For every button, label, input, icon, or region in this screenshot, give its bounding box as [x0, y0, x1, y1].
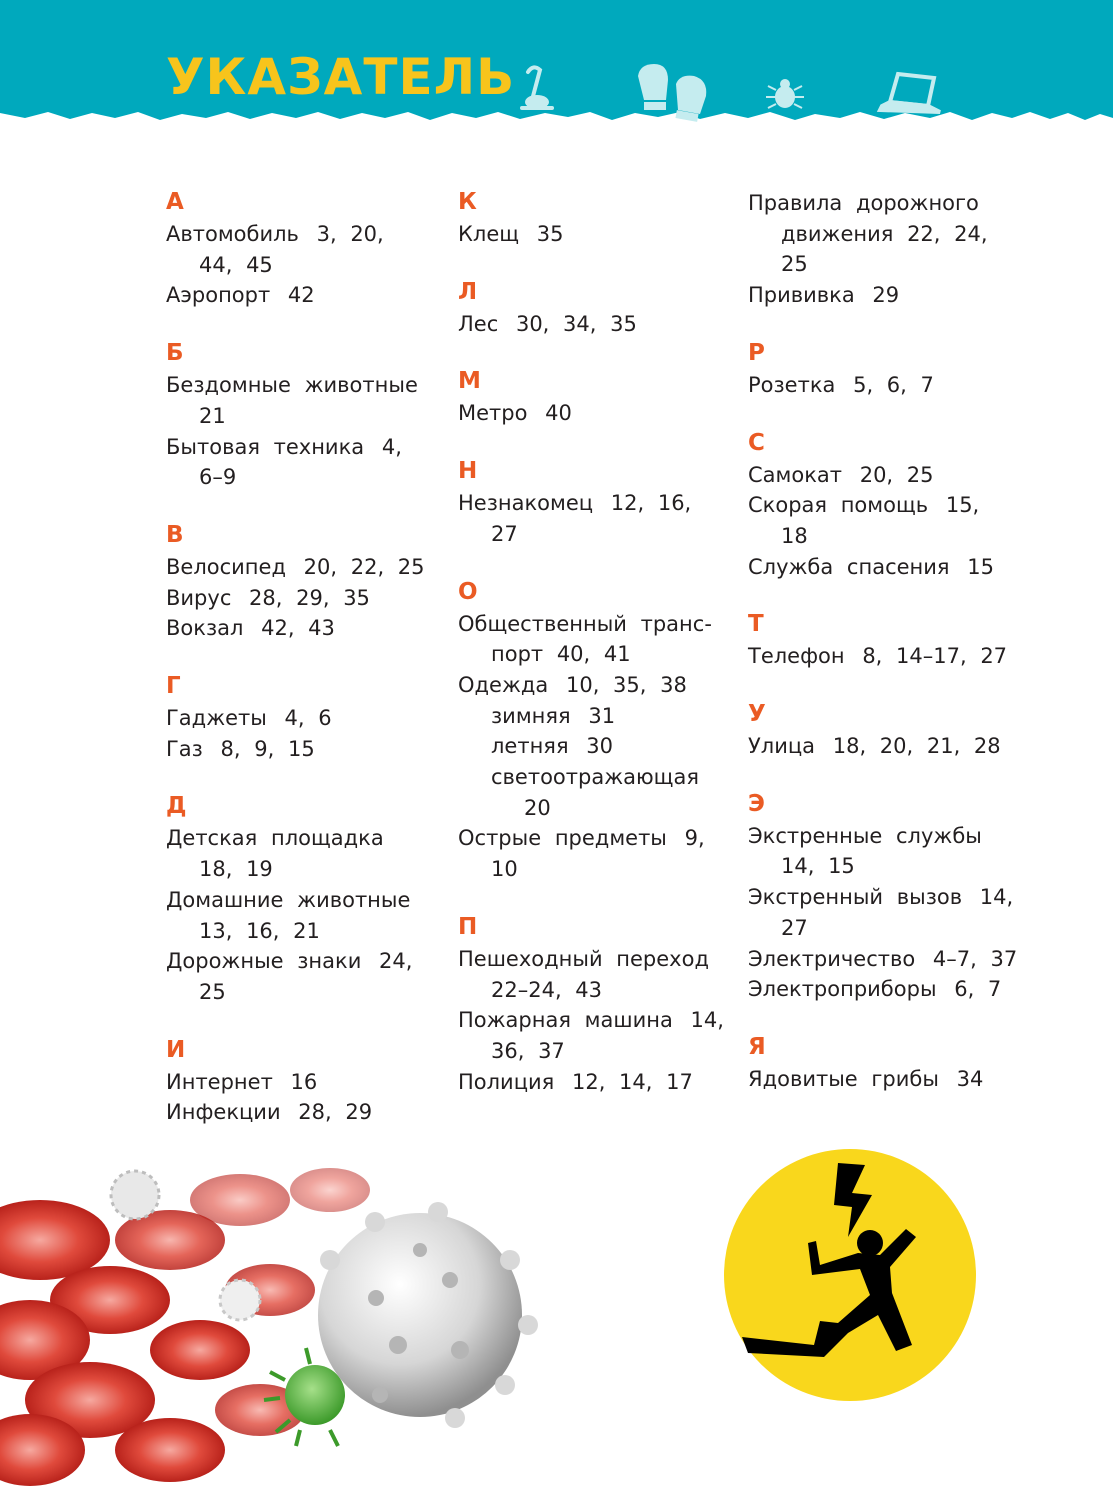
index-letter: И [166, 1036, 186, 1063]
entry-term: Пешеходный переход [458, 946, 709, 971]
index-letter: П [458, 913, 478, 940]
entry-pages: 31 [588, 703, 616, 728]
entry-term: Дорожные знаки [166, 949, 362, 974]
index-letter: Б [166, 340, 184, 367]
entry-pages: 14, [979, 885, 1014, 910]
entry-term: Электроприборы [748, 977, 937, 1002]
entry-pages: 12, 16, [610, 491, 692, 516]
index-letter: К [458, 189, 477, 215]
index-group-n [458, 455, 738, 549]
page-header [0, 0, 1113, 135]
white-blood-cell [318, 1202, 538, 1428]
entry-pages: 5, 6, 7 [853, 372, 934, 397]
index-group-e [748, 788, 1048, 1005]
index-entry [458, 944, 738, 1005]
index-letter: Я [748, 1033, 766, 1060]
index-entry [166, 823, 446, 884]
index-group-a [166, 186, 446, 311]
entry-term: зимняя [491, 703, 571, 728]
entry-term: Самокат [748, 462, 843, 487]
index-entry [458, 609, 738, 670]
entry-term: Инфекции [166, 1100, 281, 1125]
entry-pages: 3, 20, [316, 222, 384, 246]
entry-pages: 28, 29 [298, 1100, 373, 1125]
entry-term: Велосипед [166, 554, 286, 579]
entry-term: Гаджеты [166, 706, 267, 731]
entry-pages-continued: 36, 37 [491, 1038, 565, 1063]
index-group-g [166, 670, 446, 764]
index-entry [166, 552, 446, 583]
entry-term: Газ [166, 736, 203, 761]
index-letter: Т [748, 611, 764, 638]
entry-term: Детская площадка [166, 826, 384, 851]
index-entry [458, 309, 738, 340]
index-entry [748, 821, 1048, 882]
entry-term: Бытовая техника [166, 434, 365, 459]
index-group-d [166, 790, 446, 1007]
index-entry [166, 946, 446, 1007]
entry-term: Улица [748, 734, 816, 759]
index-subentry [458, 762, 738, 823]
entry-term: Домашние животные [166, 887, 411, 912]
entry-pages: 4–7, 37 [932, 946, 1018, 971]
entry-term: Розетка [748, 372, 836, 397]
entry-pages-continued: порт 40, 41 [491, 642, 631, 667]
index-group-p-continued [748, 188, 1048, 311]
index-entry [748, 974, 1048, 1005]
entry-pages-continued: 44, 45 [199, 252, 273, 277]
entry-term: светоотражающая [491, 765, 699, 790]
entry-pages: 6, 7 [954, 977, 1002, 1002]
entry-term: Вирус [166, 585, 232, 610]
entry-pages: 35 [536, 222, 564, 246]
entry-pages-continued: 25 [199, 979, 226, 1004]
entry-pages: 30, 34, 35 [515, 311, 637, 336]
entry-term: Прививка [748, 283, 855, 308]
index-entry [166, 703, 446, 734]
index-group-ya [748, 1031, 1048, 1095]
entry-pages: 42 [287, 283, 315, 308]
index-entry [458, 488, 738, 549]
entry-pages: 12, 14, 17 [571, 1069, 693, 1094]
index-entry [458, 1005, 738, 1066]
index-entry [748, 460, 1048, 491]
index-entry [458, 823, 738, 884]
entry-term: Одежда [458, 672, 549, 697]
index-letter: В [166, 521, 184, 548]
index-group-s [748, 427, 1048, 583]
entry-pages-continued: 20 [524, 795, 551, 820]
index-letter: Р [748, 339, 765, 366]
index-letter: М [458, 368, 481, 395]
index-letter: Э [748, 790, 765, 817]
entry-pages: 15 [967, 554, 994, 579]
index-letter: С [748, 429, 765, 456]
entry-pages-continued: 25 [781, 252, 808, 277]
index-entry [166, 583, 446, 614]
entry-pages-continued: 18 [781, 523, 808, 548]
entry-term: Вокзал [166, 616, 244, 641]
index-column-3 [748, 188, 1048, 1121]
index-entry [748, 490, 1048, 551]
entry-pages: 18, 20, 21, 28 [832, 734, 1001, 759]
index-entry [458, 398, 738, 429]
entry-term: Экстренный вызов [748, 885, 963, 910]
entry-term: Ядовитые грибы [748, 1066, 939, 1091]
entry-term: Бездомные животные [166, 373, 418, 398]
entry-pages: 29 [872, 283, 900, 308]
index-group-b [166, 337, 446, 493]
entry-pages: 24, [379, 949, 413, 974]
index-group-p [458, 911, 738, 1098]
entry-term: Служба спасения [748, 554, 950, 579]
index-group-u [748, 698, 1048, 762]
entry-pages: 14, [690, 1008, 724, 1033]
entry-pages: 28, 29, 35 [249, 585, 370, 610]
entry-pages: 10, 35, 38 [565, 672, 687, 697]
entry-term: Автомобиль [166, 222, 299, 246]
index-entry [458, 219, 738, 250]
entry-term: Интернет [166, 1069, 273, 1094]
entry-pages: 4, 6 [284, 706, 332, 731]
entry-term: Лес [458, 311, 499, 336]
entry-pages-continued: 27 [781, 915, 808, 940]
index-letter: У [748, 701, 766, 728]
index-column-2 [458, 186, 738, 1123]
entry-term: Скорая помощь [748, 493, 929, 518]
entry-pages-continued: 21 [199, 403, 226, 428]
entry-term: Клещ [458, 222, 520, 246]
entry-term: Полиция [458, 1069, 555, 1094]
entry-term: Незнакомец [458, 491, 594, 516]
index-entry [748, 641, 1048, 672]
index-group-t [748, 608, 1048, 672]
index-entry [166, 219, 446, 280]
index-entry [748, 882, 1048, 943]
entry-pages-continued: 13, 16, 21 [199, 918, 320, 943]
entry-pages: 20, 25 [859, 462, 934, 487]
index-entry [166, 1097, 446, 1128]
index-entry [458, 670, 738, 701]
entry-term: Аэропорт [166, 283, 271, 308]
entry-pages-continued: 14, 15 [781, 854, 855, 879]
entry-term: летняя [491, 734, 569, 759]
index-entry [166, 1067, 446, 1098]
index-letter: А [166, 189, 184, 215]
entry-pages: 15, [945, 493, 980, 518]
entry-term: Электричество [748, 946, 916, 971]
index-group-o [458, 576, 738, 885]
entry-term: Экстренные службы [748, 823, 982, 848]
index-entry [748, 1064, 1048, 1095]
page-title: УКАЗАТЕЛЬ [166, 48, 516, 106]
entry-term: Острые предметы [458, 826, 667, 851]
entry-pages: 8, 9, 15 [220, 736, 315, 761]
entry-pages: 9, [684, 826, 705, 851]
index-entry [748, 944, 1048, 975]
entry-pages-continued: 6–9 [199, 465, 237, 490]
index-entry [166, 432, 446, 493]
entry-pages-continued: 10 [491, 857, 518, 882]
index-group-v [166, 519, 446, 644]
index-entry [458, 1067, 738, 1098]
index-letter: Д [166, 793, 187, 820]
entry-pages: 40 [545, 401, 572, 426]
entry-pages-continued: 27 [491, 521, 518, 546]
entry-pages-continued: 22–24, 43 [491, 977, 603, 1002]
index-entry [748, 370, 1048, 401]
entry-pages: 30 [586, 734, 613, 759]
red-blood-cells [0, 1168, 370, 1486]
index-entry [166, 280, 446, 311]
index-group-r [748, 337, 1048, 401]
index-entry [748, 188, 1048, 280]
index-group-m [458, 365, 738, 429]
index-group-k [458, 186, 738, 250]
index-entry [166, 885, 446, 946]
entry-pages-continued: 18, 19 [199, 857, 273, 882]
index-letter: О [458, 578, 478, 605]
index-subentry [458, 701, 738, 732]
index-entry [748, 280, 1048, 311]
index-group-i [166, 1034, 446, 1128]
entry-pages: 42, 43 [261, 616, 335, 641]
index-letter: Н [458, 458, 478, 485]
index-group-l [458, 276, 738, 340]
index-letter: Л [458, 278, 478, 305]
index-entry [748, 552, 1048, 583]
index-subentry [458, 731, 738, 762]
entry-pages: 4, [381, 434, 402, 459]
entry-pages: 16 [290, 1069, 318, 1094]
electric-shock-warning-sign [720, 1145, 980, 1405]
entry-term: Правила дорожного [748, 191, 979, 215]
index-entry [166, 734, 446, 765]
entry-term: Общественный транс- [458, 611, 712, 636]
index-entry [166, 613, 446, 644]
entry-pages-continued: движения 22, 24, [781, 221, 988, 246]
index-entry [166, 370, 446, 431]
index-letter: Г [166, 673, 181, 700]
entry-term: Пожарная машина [458, 1008, 673, 1033]
entry-pages: 34 [956, 1066, 984, 1091]
entry-pages: 8, 14–17, 27 [862, 644, 1008, 669]
blood-cells-illustration [0, 1150, 560, 1500]
index-column-1 [166, 186, 446, 1154]
entry-term: Телефон [748, 644, 845, 669]
entry-term: Метро [458, 401, 528, 426]
entry-pages: 20, 22, 25 [303, 554, 425, 579]
index-entry [748, 731, 1048, 762]
